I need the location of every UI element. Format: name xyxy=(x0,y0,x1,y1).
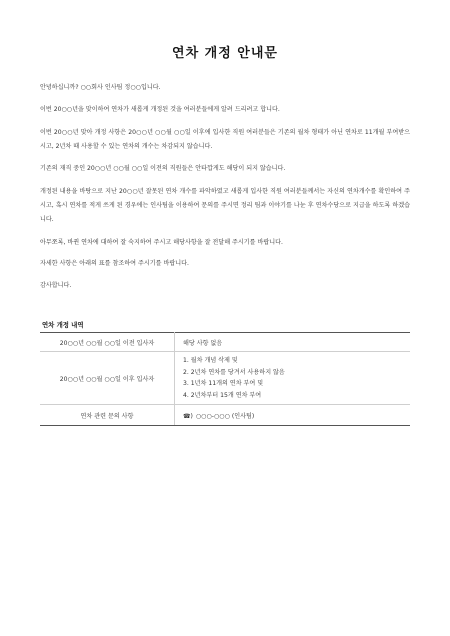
list-item: 2. 2년차 연차를 당겨서 사용하지 않음 xyxy=(183,368,285,376)
table-section-label: 연차 개정 내역 xyxy=(42,321,84,329)
greeting-paragraph: 안녕하십니까? ○○회사 인사팀 정○○입니다. xyxy=(40,84,161,91)
reference-paragraph: 자세한 사항은 아래의 표를 참조하여 주시기를 바랍니다. xyxy=(40,260,189,267)
list-item: 4. 2년차부터 15개 연차 부여 xyxy=(183,391,262,399)
closing-paragraph: 감사합니다. xyxy=(40,282,72,289)
contact-number: ○○○-○○○ (인사팀) xyxy=(195,412,255,420)
table-cell-label: 연차 관련 문의 사항 xyxy=(40,405,175,426)
table-cell-label: 20○○년 ○○월 ○○일 이후 입사자 xyxy=(40,352,175,405)
revision-detail-paragraph: 이번 20○○년 맞아 개정 사항은 20○○년 ○○월 ○○일 이후에 입사한 직원 여러분들은 기존의 월차 형태가 아닌 연차로 11개월 부여받으시고, 2년차 때 사용할 수 있는 연차의 개수는 차감되지 않습니다. xyxy=(40,129,410,150)
existing-staff-paragraph: 기존의 재직 중인 20○○년 ○○월 ○○일 이전의 직원들은 안타깝게도 해당이 되지 않습니다. xyxy=(40,165,286,172)
request-paragraph: 아무쪼록, 바뀐 연차에 대하여 잘 숙지하여 주시고 해당사항을 잘 전달해 주시기를 바랍니다. xyxy=(40,239,283,246)
table-cell-items xyxy=(175,352,411,405)
document-title: 연차 개정 안내문 xyxy=(172,46,278,61)
table-cell-label: 20○○년 ○○월 ○○일 이전 입사자 xyxy=(40,333,175,352)
list-item: 3. 1년차 11개의 연차 부여 및 xyxy=(183,380,264,387)
annual-leave-table xyxy=(40,332,410,426)
telephone-icon: ☎) xyxy=(183,412,193,420)
correction-paragraph: 개정된 내용을 바탕으로 지난 20○○년 잘못된 연차 개수를 파악하였고 새롭게 입사한 직원 여러분들께서는 자신의 연차개수를 확인하여 주시고, 혹시 연차를 적게 쓰게 된 경우에는 인사팀을 이용하여 문의를 주시면 정리 팀과 이야기를 나눈 후 연차수당으로 지급을 하도록 하겠습니다. xyxy=(40,188,410,223)
table-row xyxy=(40,405,410,426)
list-item: 1. 월차 개념 삭제 및 xyxy=(183,357,238,364)
table-row xyxy=(40,352,410,405)
intro-paragraph: 이번 20○○년을 맞이하여 연차가 새롭게 개정된 것을 여러분들에게 알려 드리려고 합니다. xyxy=(40,106,280,113)
table-row xyxy=(40,333,410,352)
table-cell-value: 해당 사항 없음 xyxy=(175,333,411,352)
table-cell-value xyxy=(175,405,411,426)
